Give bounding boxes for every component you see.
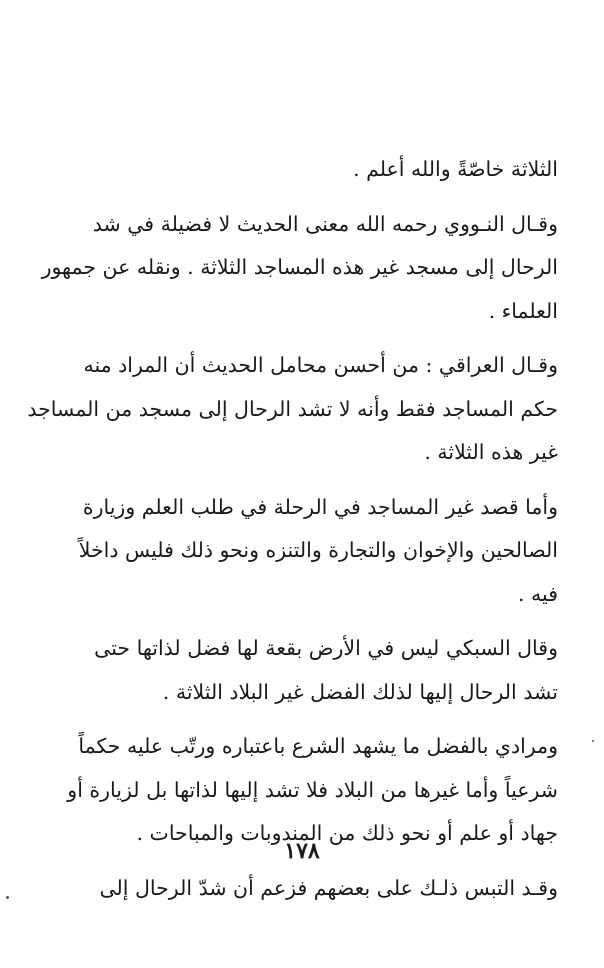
paragraph-2 <box>41 203 558 334</box>
text-line: وقـال العراقي : من أحسن محامل الحديث أن المراد منه <box>83 353 558 377</box>
text-line: غير هذه الثلاثة . <box>424 440 558 464</box>
scan-speck <box>6 896 9 899</box>
text-line: الرحال إلى مسجد غير هذه المساجد الثلاثة . ونقله عن جمهور <box>41 255 558 279</box>
text-line: ومرادي بالفضل ما يشهد الشرع باعتباره ورتّب عليه حكماً <box>78 734 558 758</box>
text-line: شرعياً وأما غيرها من البلاد فلا تشد إليها لذاتها بل لزيارة أو <box>67 777 558 802</box>
text-line: الصالحين والإخوان والتجارة والتنزه ونحو ذلك فليس داخلاً <box>78 538 558 562</box>
text-line: العلماء . <box>488 298 558 323</box>
page-body-text <box>27 148 558 921</box>
paragraph-4 <box>58 486 558 617</box>
text-line: جهاد أو علم أو نحو ذلك من المندوبات والمباحات . <box>136 821 558 845</box>
text-line: وقـد التبس ذلـك على بعضهم فزعم أن شدّ الرحال إلى <box>99 875 558 900</box>
text-line: وقـال النـووي رحمه الله معنى الحديث لا فضيلة في شد <box>92 211 558 236</box>
paragraph-6 <box>58 725 558 856</box>
text-line: وقال السبكي ليس في الأرض بقعة لها فضل لذاتها حتى <box>94 636 558 660</box>
text-line: تشد الرحال إليها لذلك الفضل غير البلاد الثلاثة . <box>162 679 558 704</box>
paragraph-3 <box>27 344 558 475</box>
text-line: فيه . <box>517 581 558 606</box>
text-line: وأما قصد غير المساجد في الرحلة في طلب العلم وزيارة <box>82 494 558 519</box>
text-line: الثلاثة خاصّةً والله أعلم . <box>353 157 558 181</box>
text-line: حكم المساجد فقط وأنه لا تشد الرحال إلى مسجد من المساجد <box>27 396 558 421</box>
page-number: ١٧٨ <box>284 838 320 864</box>
paragraph-7 <box>58 867 558 911</box>
scan-speck <box>592 740 594 742</box>
paragraph-1 <box>58 148 558 192</box>
paragraph-5 <box>58 627 558 714</box>
